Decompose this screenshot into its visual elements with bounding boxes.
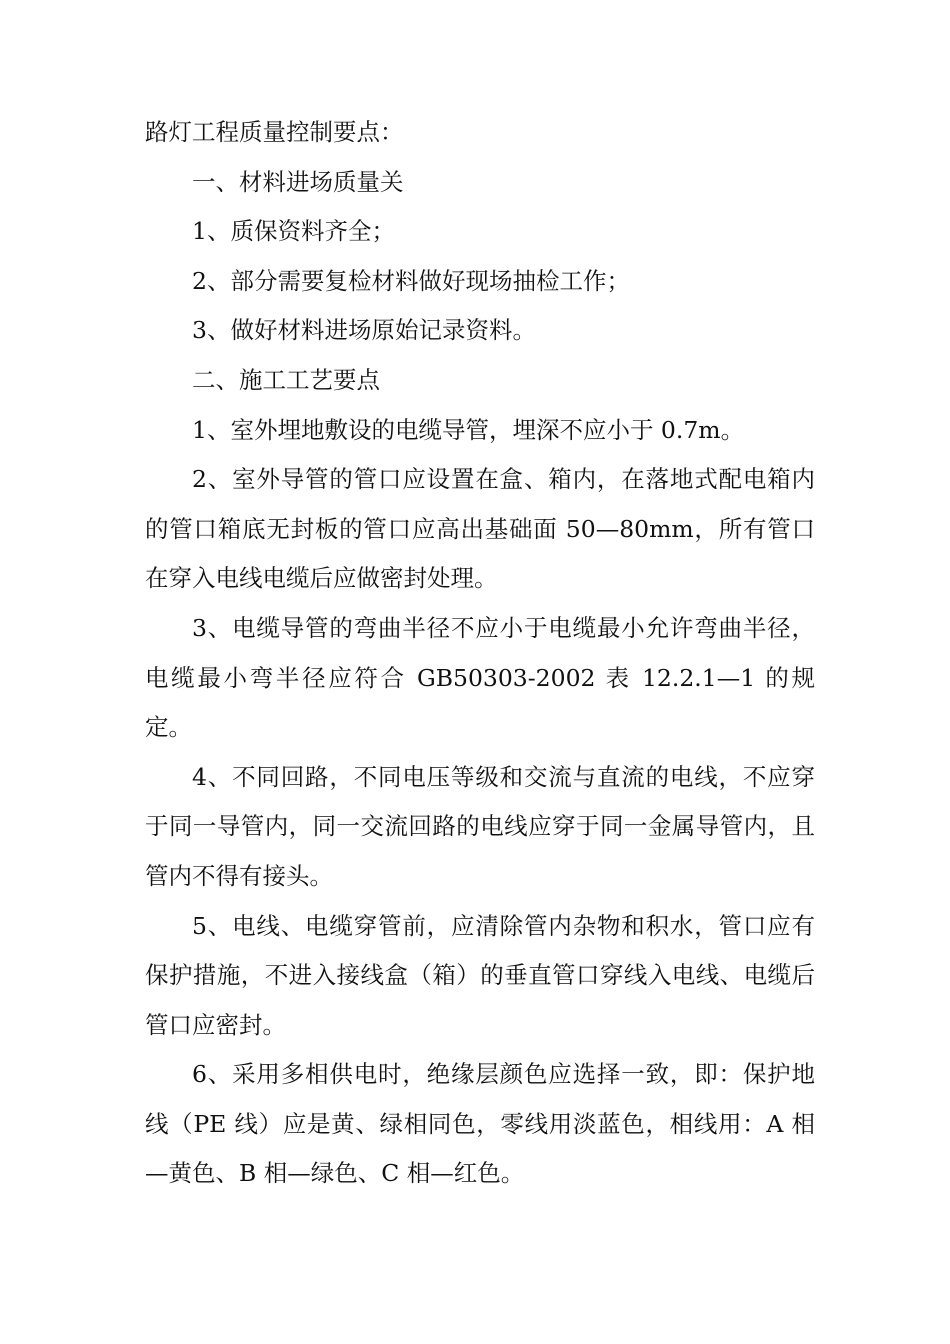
paragraph-material-2: 2、部分需要复检材料做好现场抽检工作；: [192, 266, 630, 295]
paragraph-construction-6: 6、采用多相供电时，绝缘层颜色应选择一致，即：保护地线（PE 线）应是黄、绿相同色，零线用淡蓝色，相线用：A 相—黄色、B 相—绿色、C 相—红色。: [145, 1060, 815, 1188]
paragraph-material-1: 1、质保资料齐全；: [192, 217, 395, 246]
paragraph-material-3: 3、做好材料进场原始记录资料。: [192, 316, 536, 345]
section-heading-construction: 二、施工工艺要点: [192, 365, 380, 394]
section-heading-materials: 一、材料进场质量关: [192, 167, 404, 196]
paragraph-construction-3: 3、电缆导管的弯曲半径不应小于电缆最小允许弯曲半径，电缆最小弯半径应符合 GB50303-2002 表 12.2.1—1 的规定。: [145, 613, 815, 742]
paragraph-construction-5: 5、电线、电缆穿管前，应清除管内杂物和积水，管口应有保护措施，不进入接线盒（箱）的垂直管口穿线入电线、电缆后管口应密封。: [145, 911, 815, 1039]
paragraph-construction-4: 4、不同回路，不同电压等级和交流与直流的电线，不应穿于同一导管内，同一交流回路的电线应穿于同一金属导管内，且管内不得有接头。: [145, 762, 815, 890]
paragraph-construction-1: 1、室外埋地敷设的电缆导管，埋深不应小于 0.7m。: [192, 415, 745, 444]
paragraph-construction-2: 2、室外导管的管口应设置在盒、箱内，在落地式配电箱内的管口箱底无封板的管口应高出基础面 50—80mm，所有管口在穿入电线电缆后应做密封处理。: [145, 465, 815, 593]
document-title: 路灯工程质量控制要点：: [145, 118, 404, 146]
document-body: [145, 108, 815, 1199]
